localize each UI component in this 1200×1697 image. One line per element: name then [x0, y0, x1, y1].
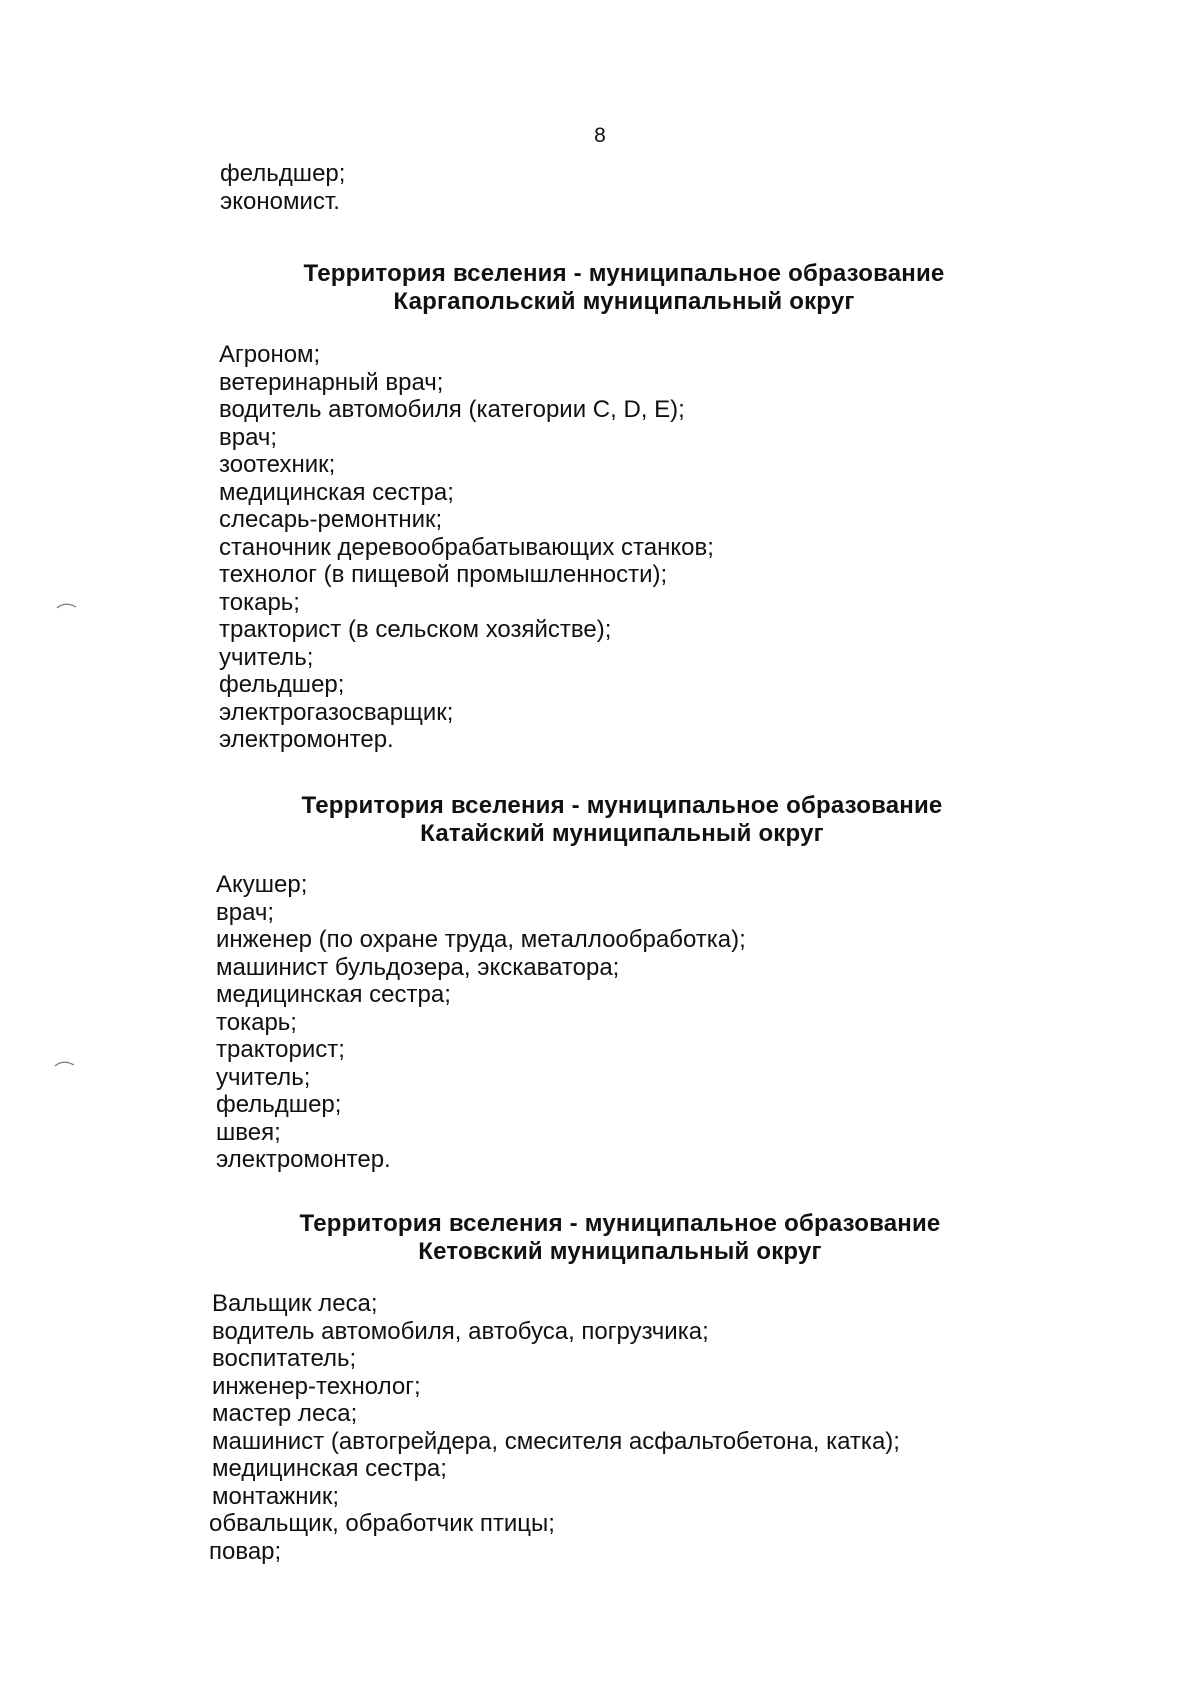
list-item: фельдшер;: [219, 671, 345, 698]
list-item: Вальщик леса;: [212, 1290, 378, 1317]
list-item: медицинская сестра;: [219, 478, 454, 506]
list-item: повар;: [209, 1537, 282, 1565]
page-number: 8: [594, 124, 606, 147]
list-item: станочник деревообрабатывающих станков;: [219, 533, 714, 561]
list-item: врач;: [216, 898, 275, 926]
section-heading-line2: Каргапольский муниципальный округ: [393, 288, 855, 315]
list-item: тракторист (в сельском хозяйстве);: [219, 616, 612, 643]
list-item: токарь;: [219, 588, 300, 616]
list-item: водитель автомобиля (категории С, D, E);: [219, 396, 685, 423]
list-item: Агроном;: [219, 341, 321, 368]
list-item: машинист бульдозера, экскаватора;: [216, 953, 620, 981]
section-heading-line2: Кетовский муниципальный округ: [418, 1238, 822, 1265]
list-item: технолог (в пищевой промышленности);: [219, 561, 668, 588]
profession-list: [216, 871, 746, 1174]
list-item: слесарь-ремонтник;: [219, 506, 443, 533]
list-item: фельдшер;: [216, 1091, 342, 1118]
list-item: учитель;: [216, 1063, 311, 1091]
list-item: электрогазосварщик;: [219, 698, 454, 726]
profession-list: [219, 341, 714, 754]
section-heading: [0, 1210, 1200, 1266]
intro-list: [220, 160, 345, 215]
list-item: электромонтер.: [219, 726, 394, 753]
list-item: Акушер;: [216, 871, 308, 898]
list-item: экономист.: [220, 187, 340, 215]
list-item: мастер леса;: [212, 1400, 358, 1427]
list-item: инженер (по охране труда, металлообработка);: [216, 926, 746, 953]
scan-mark-icon: [54, 1058, 76, 1068]
list-item: врач;: [219, 423, 278, 451]
section-heading-line2: Катайский муниципальный округ: [420, 820, 824, 847]
list-item: электромонтер.: [216, 1146, 391, 1173]
list-item: обвальщик, обработчик птицы;: [209, 1510, 555, 1537]
section-heading-line1: Территория вселения - муниципальное образование: [303, 260, 945, 287]
list-item: монтажник;: [212, 1482, 340, 1510]
profession-list: [209, 1290, 900, 1565]
scan-mark-icon: [56, 600, 78, 610]
list-item: инженер-технолог;: [212, 1372, 421, 1400]
list-item: тракторист;: [216, 1036, 345, 1063]
list-item: токарь;: [216, 1008, 297, 1036]
list-item: медицинская сестра;: [212, 1455, 447, 1482]
list-item: машинист (автогрейдера, смесителя асфальтобетона, катка);: [212, 1427, 900, 1455]
list-item: учитель;: [219, 643, 314, 671]
section-heading: [0, 792, 1200, 848]
list-item: воспитатель;: [212, 1345, 357, 1372]
list-item: водитель автомобиля, автобуса, погрузчика;: [212, 1317, 709, 1345]
list-item: фельдшер;: [220, 160, 346, 187]
section-heading-line1: Территория вселения - муниципальное образование: [299, 1210, 941, 1237]
list-item: швея;: [216, 1118, 281, 1146]
list-item: зоотехник;: [219, 451, 336, 478]
section-heading: [0, 260, 1200, 316]
section-heading-line1: Территория вселения - муниципальное образование: [301, 792, 943, 819]
list-item: ветеринарный врач;: [219, 368, 444, 396]
list-item: медицинская сестра;: [216, 981, 451, 1008]
